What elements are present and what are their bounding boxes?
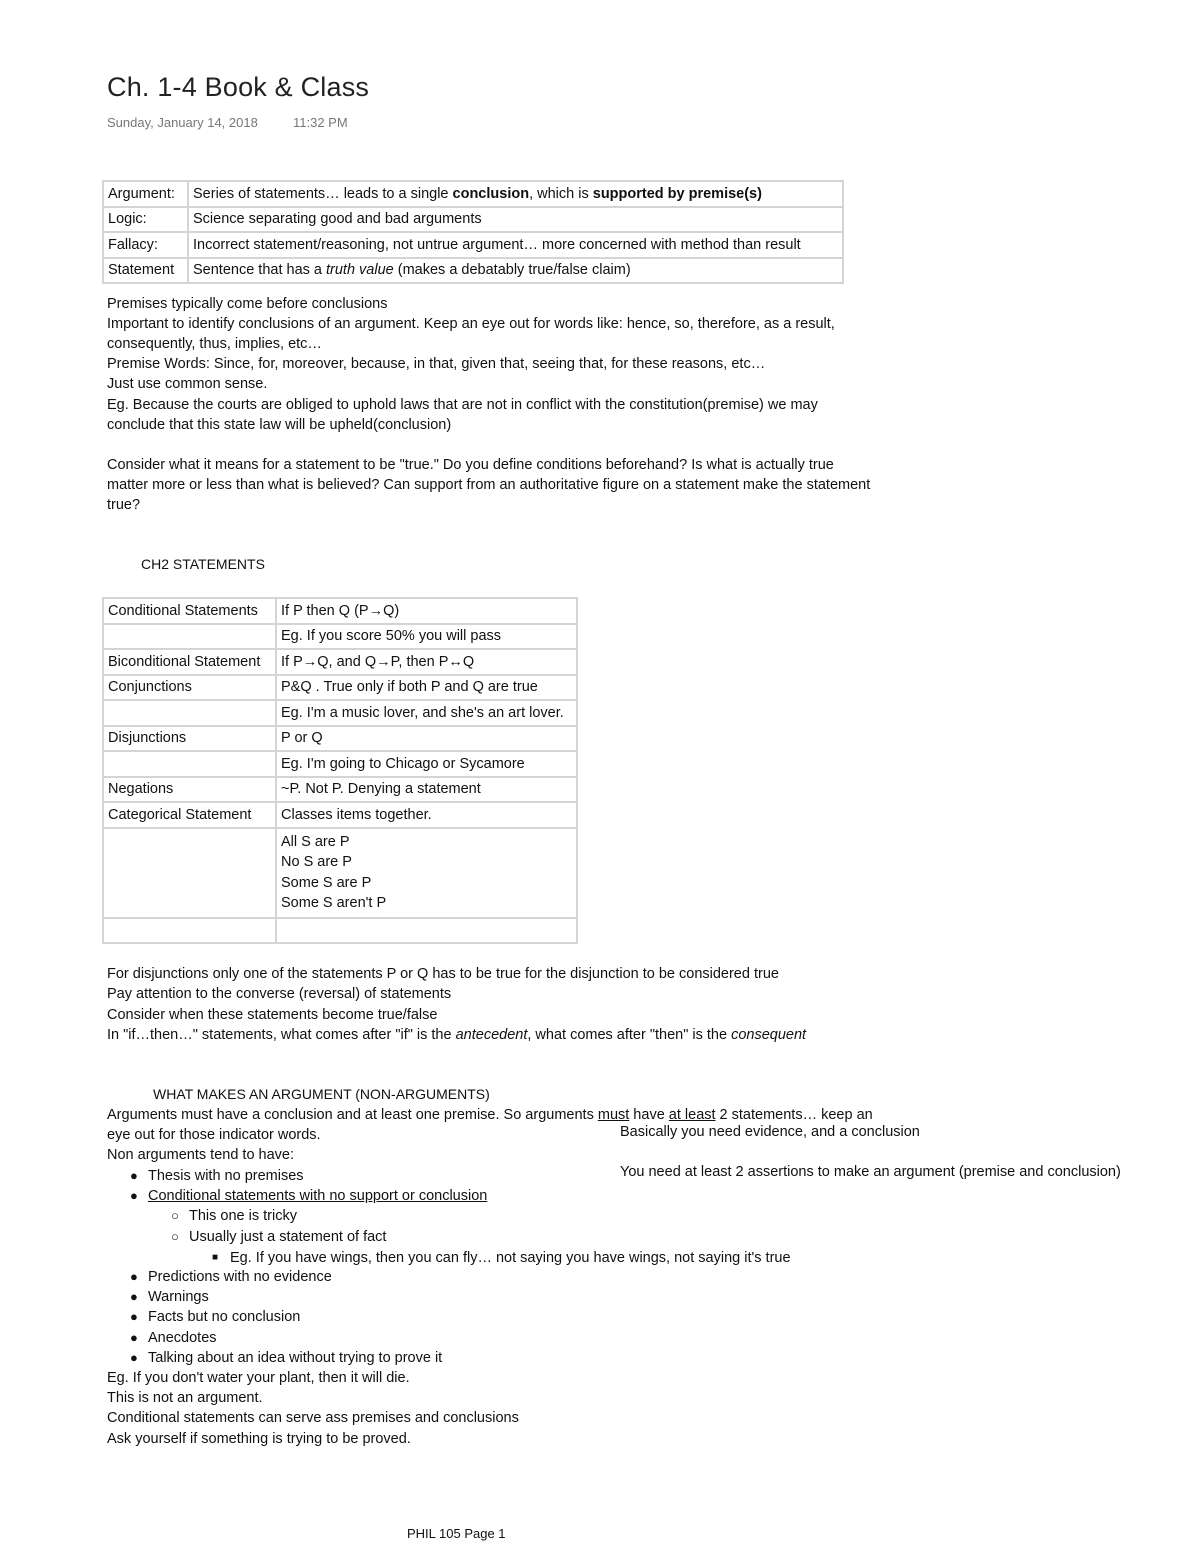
definitions-table (102, 180, 844, 284)
table-cell-term: Fallacy: (103, 232, 188, 258)
statements-table (102, 597, 578, 944)
note-line: This is not an argument. (107, 1390, 263, 1406)
side-note: You need at least 2 assertions to make an argument (premise and conclusion) (620, 1164, 1121, 1180)
table-cell-def: If P then Q (P→Q) (276, 598, 577, 624)
note-line: Consider when these statements become true/false (107, 1007, 438, 1023)
table-row (103, 649, 577, 675)
page-footer: PHIL 105 Page 1 (407, 1526, 506, 1541)
table-cell-term (103, 918, 276, 944)
table-row (103, 777, 577, 803)
bullet-icon: ● (130, 1330, 138, 1345)
table-row (103, 181, 843, 207)
bullet-icon: ● (130, 1168, 138, 1183)
table-cell-term: Statement (103, 258, 188, 284)
list-item: ● Talking about an idea without trying to prove it (130, 1350, 443, 1366)
note-line: In "if…then…" statements, what comes after "if" is the antecedent, what comes after "then" is the consequent (107, 1027, 807, 1043)
hollow-bullet-icon: ○ (171, 1229, 179, 1244)
list-item: ○ Usually just a statement of fact (171, 1229, 387, 1245)
table-row (103, 232, 843, 258)
table-row (103, 828, 577, 918)
note-line: Just use common sense. (107, 376, 268, 392)
table-cell-def: Sentence that has a truth value (makes a debatably true/false claim) (188, 258, 843, 284)
table-row (103, 258, 843, 284)
table-row (103, 675, 577, 701)
table-cell-term: Conjunctions (103, 675, 276, 701)
table-cell-term (103, 828, 276, 918)
note-line: Conditional statements can serve ass premises and conclusions (107, 1410, 519, 1426)
note-line: consequently, thus, implies, etc… (107, 336, 322, 352)
list-item: ○ This one is tricky (171, 1208, 297, 1224)
categorical-forms-cell (276, 828, 577, 918)
table-cell-term: Categorical Statement (103, 802, 276, 828)
bullet-icon: ● (130, 1188, 138, 1203)
table-cell-term: Disjunctions (103, 726, 276, 752)
list-item: ● Warnings (130, 1289, 209, 1305)
note-line: Important to identify conclusions of an argument. Keep an eye out for words like: hence, so, therefore, as a result, (107, 316, 835, 332)
table-cell-def: Science separating good and bad arguments (188, 207, 843, 233)
bullet-icon: ● (130, 1269, 138, 1284)
table-row (103, 751, 577, 777)
note-line: Arguments must have a conclusion and at least one premise. So arguments must have at least 2 statements… keep an (107, 1107, 873, 1123)
note-line: Ask yourself if something is trying to be proved. (107, 1431, 411, 1447)
table-cell-def: Series of statements… leads to a single conclusion, which is supported by premise(s) (188, 181, 843, 207)
categorical-form: Some S are P (281, 874, 372, 891)
table-cell-def: P or Q (276, 726, 577, 752)
bullet-icon: ● (130, 1350, 138, 1365)
note-line: conclude that this state law will be upheld(conclusion) (107, 417, 452, 433)
note-line: matter more or less than what is believed? Can support from an authoritative figure on a statement make the statement (107, 477, 871, 493)
table-cell-def (276, 918, 577, 944)
table-row (103, 918, 577, 944)
list-item: ● Conditional statements with no support or conclusion (130, 1188, 488, 1204)
bullet-icon: ● (130, 1289, 138, 1304)
square-bullet-icon: ■ (212, 1252, 219, 1263)
table-cell-def: Eg. I'm a music lover, and she's an art lover. (276, 700, 577, 726)
note-line: For disjunctions only one of the statements P or Q has to be true for the disjunction to be considered true (107, 966, 779, 982)
section-heading-ch2: CH2 STATEMENTS (141, 556, 265, 572)
categorical-form: No S are P (281, 854, 352, 871)
table-row (103, 207, 843, 233)
categorical-form: Some S aren't P (281, 894, 387, 911)
note-line: Pay attention to the converse (reversal) of statements (107, 986, 452, 1002)
list-item: ● Thesis with no premises (130, 1168, 304, 1184)
table-cell-term: Negations (103, 777, 276, 803)
table-row (103, 802, 577, 828)
table-cell-def: ~P. Not P. Denying a statement (276, 777, 577, 803)
list-item: ● Anecdotes (130, 1330, 217, 1346)
table-cell-term: Logic: (103, 207, 188, 233)
page-time: 11:32 PM (293, 115, 348, 130)
section-heading-arguments: WHAT MAKES AN ARGUMENT (NON-ARGUMENTS) (153, 1086, 490, 1102)
table-cell-def: Incorrect statement/reasoning, not untrue argument… more concerned with method than result (188, 232, 843, 258)
note-line: Premise Words: Since, for, moreover, because, in that, given that, seeing that, for these reasons, etc… (107, 356, 766, 372)
table-cell-def: Eg. I'm going to Chicago or Sycamore (276, 751, 577, 777)
note-line: true? (107, 497, 141, 513)
table-cell-term: Conditional Statements (103, 598, 276, 624)
table-row (103, 598, 577, 624)
page-date: Sunday, January 14, 2018 (107, 115, 258, 130)
note-line: Eg. If you don't water your plant, then it will die. (107, 1370, 410, 1386)
table-row (103, 624, 577, 650)
note-line: Premises typically come before conclusions (107, 296, 388, 312)
table-row (103, 700, 577, 726)
table-cell-def: P&Q . True only if both P and Q are true (276, 675, 577, 701)
note-line: eye out for those indicator words. (107, 1127, 321, 1143)
table-cell-term: Argument: (103, 181, 188, 207)
table-cell-def: Classes items together. (276, 802, 577, 828)
side-note: Basically you need evidence, and a conclusion (620, 1124, 920, 1140)
table-cell-term: Biconditional Statement (103, 649, 276, 675)
hollow-bullet-icon: ○ (171, 1208, 179, 1223)
table-cell-def: Eg. If you score 50% you will pass (276, 624, 577, 650)
table-cell-def: If P→Q, and Q→P, then P↔Q (276, 649, 577, 675)
categorical-form: All S are P (281, 833, 350, 850)
list-item: ■ Eg. If you have wings, then you can fly… not saying you have wings, not saying it's true (212, 1250, 791, 1266)
table-row (103, 726, 577, 752)
page-title: Ch. 1-4 Book & Class (107, 72, 370, 102)
list-item: ● Predictions with no evidence (130, 1269, 332, 1285)
list-item: ● Facts but no conclusion (130, 1309, 301, 1325)
note-line: Non arguments tend to have: (107, 1147, 295, 1163)
table-cell-term (103, 624, 276, 650)
note-line: Consider what it means for a statement to be "true." Do you define conditions beforehand? Is what is actually true (107, 457, 834, 473)
table-cell-term (103, 751, 276, 777)
note-line: Eg. Because the courts are obliged to uphold laws that are not in conflict with the constitution(premise) we may (107, 397, 818, 413)
bullet-icon: ● (130, 1309, 138, 1324)
table-cell-term (103, 700, 276, 726)
